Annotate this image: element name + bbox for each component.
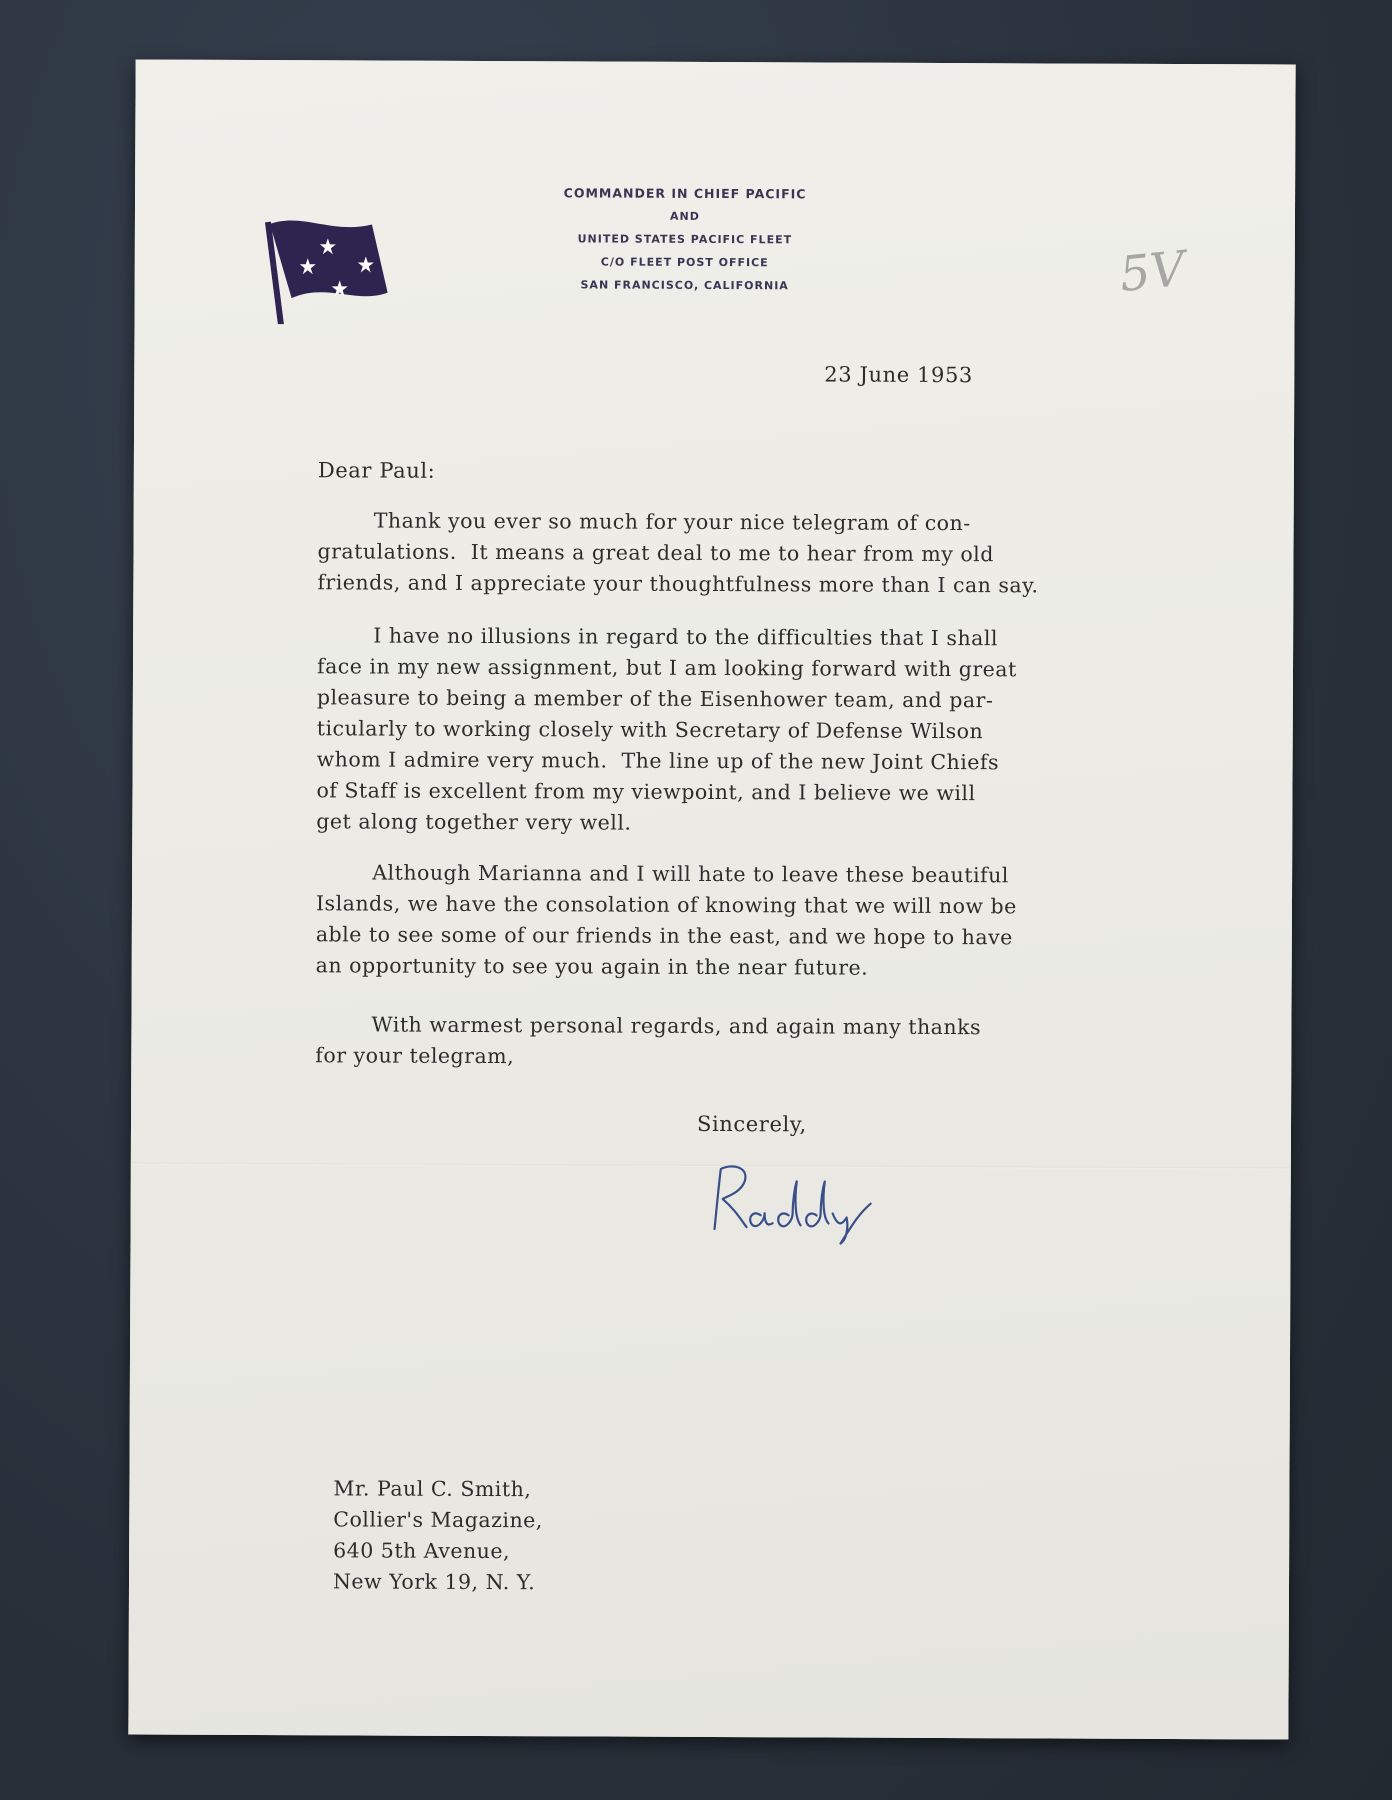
paragraph-line: face in my new assignment, but I am looking forward with great	[316, 654, 1017, 682]
paragraph-4	[315, 1009, 1195, 1075]
letter-page	[128, 59, 1295, 1739]
paragraph-line: With warmest personal regards, and again many thanks	[315, 1012, 982, 1040]
paragraph-line: friends, and I appreciate your thoughtfulness more than I can say.	[317, 570, 1039, 598]
paragraph-line: able to see some of our friends in the east, and we hope to have	[315, 922, 1013, 950]
recipient-address	[333, 1473, 543, 1598]
letterhead-line-3: UNITED STATES PACIFIC FLEET	[577, 232, 793, 247]
address-line: Mr. Paul C. Smith,	[333, 1476, 532, 1502]
paragraph-line: Thank you ever so much for your nice telegram of con-	[317, 508, 971, 536]
admiral-flag-icon	[262, 194, 423, 325]
paragraph-1	[317, 505, 1197, 602]
paragraph-line: ticularly to working closely with Secretary of Defense Wilson	[316, 716, 984, 744]
letterhead-line-2: AND	[670, 209, 700, 223]
letterhead-line-4: C/O FLEET POST OFFICE	[600, 255, 769, 270]
address-line: New York 19, N. Y.	[332, 1569, 536, 1595]
paragraph-2	[316, 620, 1197, 841]
handwritten-signature	[700, 1157, 890, 1248]
address-line: 640 5th Avenue,	[333, 1538, 511, 1564]
letterhead-line-5: SAN FRANCISCO, CALIFORNIA	[580, 278, 789, 293]
paragraph-line: I have no illusions in regard to the difficulties that I shall	[317, 623, 999, 651]
paragraph-line: pleasure to being a member of the Eisenhower team, and par-	[316, 685, 994, 713]
address-line: Collier's Magazine,	[333, 1507, 543, 1533]
paragraph-3	[316, 857, 1197, 985]
paragraph-line: an opportunity to see you again in the near future.	[315, 953, 869, 980]
letterhead	[515, 181, 855, 297]
paragraph-line: get along together very well.	[316, 809, 632, 835]
paragraph-line: Islands, we have the consolation of knowing that we will now be	[315, 891, 1017, 919]
paragraph-line: Although Marianna and I will hate to leave these beautiful	[316, 860, 1009, 888]
letterhead-line-1: COMMANDER IN CHIEF PACIFIC	[563, 185, 807, 202]
pencil-notation: 5V	[1117, 240, 1188, 304]
paragraph-line: for your telegram,	[315, 1043, 515, 1069]
paragraph-line: gratulations. It means a great deal to me to hear from my old	[317, 539, 994, 567]
salutation: Dear Paul:	[317, 458, 436, 483]
paragraph-line: whom I admire very much. The line up of the new Joint Chiefs	[316, 747, 1000, 775]
closing: Sincerely,	[696, 1111, 807, 1137]
paragraph-line: of Staff is excellent from my viewpoint, and I believe we will	[316, 778, 976, 806]
letter-date: 23 June 1953	[824, 362, 973, 388]
